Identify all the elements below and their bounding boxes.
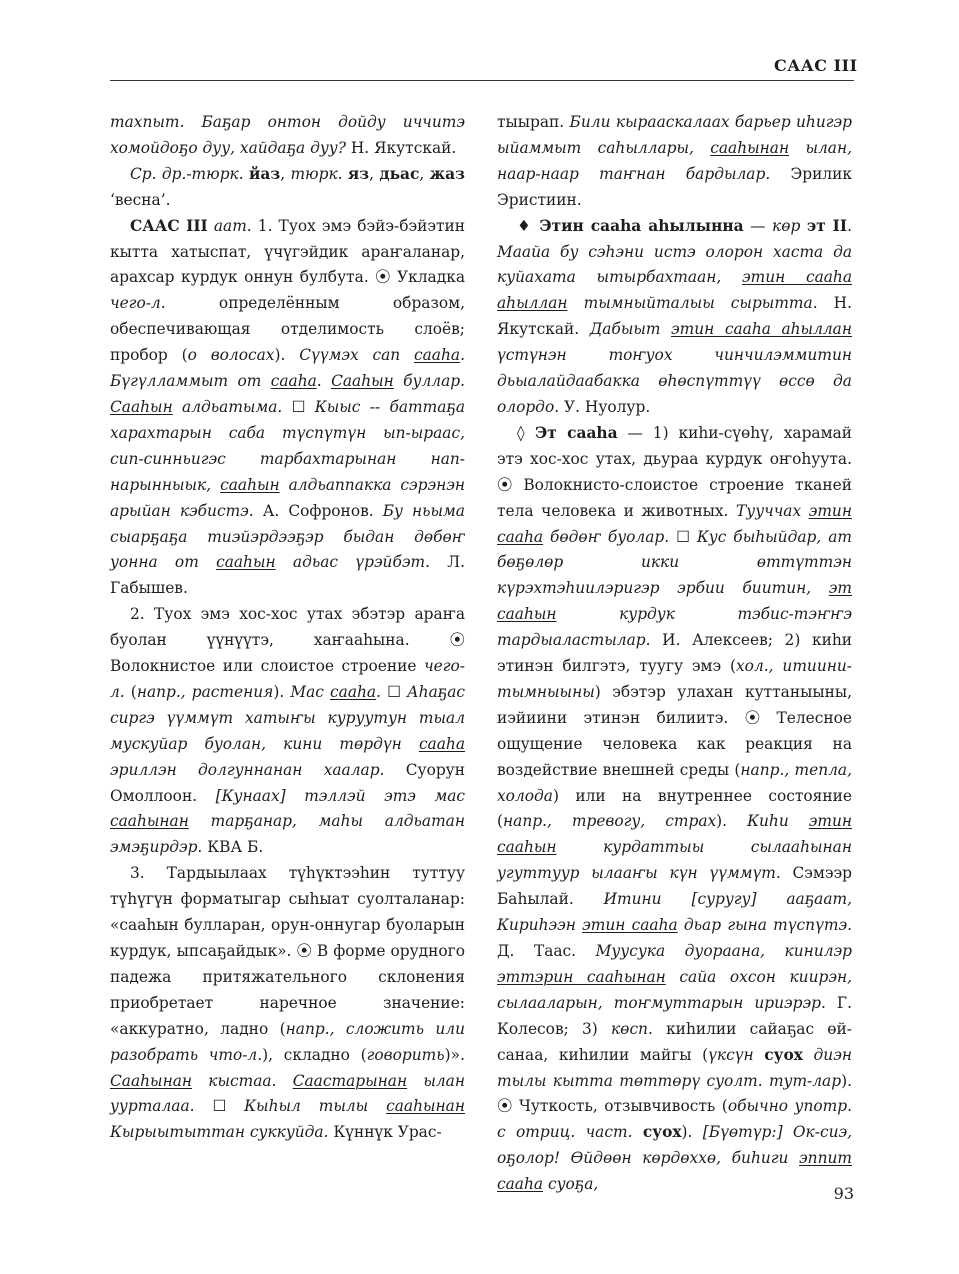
text-run: обычно употр. с отриц. част. [497,1097,852,1142]
text-run: кыстаа. [192,1071,293,1090]
text-run: көсп. [610,1019,653,1038]
text-run: 2. Туох эмэ хос-хос утах эбэтэр араҥа буолан үүнүүтэ, хаҥааһына. ⦿ Волокнистое или слоистое строение [110,605,465,676]
text-run: ☐ [212,1097,245,1116]
text-run: тюрк. [290,164,348,183]
text-run: ‘весна’. [110,190,171,209]
right-column [497,110,852,1198]
text-run: ◊ Эт сааһа [517,423,618,442]
text-run: , [280,164,291,183]
text-run: КВА Б. [207,838,264,857]
text-run: Н. Якутскай. [350,138,457,157]
left-column [110,110,465,1146]
text-run: [Кунаах] тэллэй этэ мас [215,786,466,805]
text-run: СААС III [130,216,208,235]
text-run: хол., итиини-тымныыны [497,657,852,701]
text-run: Саастарынан [292,1071,408,1090]
text-run: напр., тепла, холода [497,760,852,805]
text-run: Кыыс -- баттаҕа харахтарын саба түспүтүн ып-ыраас, сип-синньигэс тарбахтарынан нап-нарынныык, [110,397,466,494]
text-run: сааһа [414,346,461,365]
text-run: Сааһынан [110,1071,193,1090]
text-run: 3. Тардыылаах түһүктээһин туттуу түһүгүн форматыгар сыһыат суолталанар: «сааһын булларан, орун-оннугар буоларын курдук, ыпсаҕайдык». ⦿ В форме орудного падежа притяжательного склонения приобретает наречное значение: «аккуратно, ладно ( [110,864,465,1038]
text-run: яз [347,164,370,183]
text-run [754,1046,765,1064]
text-run: Дабыыт [589,320,672,339]
text-run: . [376,682,388,701]
entry-paragraph [110,214,465,603]
text-run: тахпыт. Баҕар онтон дойду иччитэ хомойдоҕо дуу, хайдаҕа дуу? [110,113,465,157]
text-run: Сааһын [331,372,394,391]
text-run: ). [273,682,291,701]
text-run: Эрилик Эристиин. [497,164,852,209]
text-run: этин сааһа [497,501,852,546]
text-run: . Бүгүлламмыт от [110,346,465,391]
text-run: ). [274,346,300,365]
text-run: чего-л. [110,294,166,313]
text-run: тарҕанар, маһы алдьатан эмэҕирдэр. [110,812,465,857]
text-run: киһилии сайаҕас өй-санаа, киһилии майгы ( [497,1019,852,1064]
text-run: Суорун Омоллоон. [110,760,465,805]
text-run: этин сааһа аһыллан [671,320,852,339]
text-run: ). [716,812,748,831]
text-run: , [419,164,430,183]
text-run: Бу ньыма сыарҕаҕа тиэйэрдээҕэр быдан дөбөҥ уонна от [110,501,465,572]
text-run: сааһынан [110,812,189,831]
text-run: аат. [213,216,252,235]
text-run: Г. Колесов; 3) [497,993,852,1038]
text-run: ылан, наар-наар таҥнан бардылар. [497,138,853,183]
text-run: напр., тревогу, страх [503,812,717,831]
text-run: сайа охсон киирэн, сылааларын, тоҥмуттарын ириэрэр. [497,967,853,1012]
text-run: эт II [806,216,848,235]
text-run: ☐ [291,397,315,416]
text-run: суох [764,1045,803,1064]
text-run: Кыһыл тылы [244,1097,387,1116]
text-run: Тууччах [736,501,809,520]
text-run: ( [124,682,137,701]
text-run: Ср. др.-тюрк. [130,164,249,183]
text-run: үстүнэн тоҥуох чинчилэммитин дьыалайдаабакка өһөспүттүү өссө да олордо. [497,346,852,416]
text-run: алдьатыма. [172,397,292,416]
entry-paragraph [110,602,465,861]
text-run: суоҕа, [543,1175,599,1194]
text-run: Кус быһыйдар, ат бөҕөлөр икки өттүттэн күрэхтэһиилэригэр эрбии биитин, [497,527,852,598]
entry-paragraph [497,421,852,1198]
text-run: Итини [суругу] ааҕаат, Кириһээн [497,890,852,935]
entry-paragraph [497,214,852,421]
text-run: ) эбэтэр улахан куттаныыны, иэйиини этинэн билиитэ. ⦿ Телесное ощущение человека как реакция на воздействие внешней среды ( [497,682,852,779]
text-run: этин сааһа аһыллан [497,268,853,313]
text-run: — 1) киһи-сүөһү, харамай этэ хос-хос утах, дьураа курдук оҥоһуута. ⦿ Волокнисто-слоистое строение тканей тела человека и животных. [497,423,852,520]
text-run: 1. Туох эмэ бэйэ-бэйэтин кытта хатыспат, үчүгэйдик араҥаланар, арахсар курдук оннун булбута. ⦿ Укладка [110,216,465,287]
text-run: ☐ [387,682,407,701]
text-run: Аһаҕас сиргэ үүммүт хатыҥы куруутун тыал мускуйар буолан, кини төрдүн [110,682,465,753]
text-run: сааһынан [710,138,790,157]
text-run: ) или на внутреннее состояние ( [497,786,852,831]
text-run: алдьаппакка сэрэнэн арыйан кэбистэ. [110,475,466,520]
text-run: , [369,164,380,183]
text-run: эппит сааһа [497,1149,852,1194]
text-run: говорить [366,1045,445,1064]
entry-paragraph [497,110,852,214]
text-run: тымныйталыы сырытта. [567,294,834,313]
running-head: СААС III [774,56,858,75]
text-run: ♦ Этин сааһа аһылынна [517,216,744,235]
page-number: 93 [833,1184,854,1203]
text-run [632,1123,642,1141]
text-run [803,1046,814,1064]
text-run: үксүн [708,1045,754,1064]
text-run: Күннүк Урас- [333,1123,442,1142]
text-run: чего-л. [110,657,465,701]
text-run: Д. Таас. [497,942,596,960]
text-run: сааһа [330,682,377,701]
text-run: ылан уурталаа. [110,1071,465,1116]
text-run: Мас [290,682,331,701]
text-run: . [847,216,852,235]
text-run: Сааһын [110,397,173,416]
text-run: Маайа бу сэһэни истэ олорон хаста да куйахата ытырбахтаан, [497,242,852,287]
text-run: определённым образом, обеспечивающая отделимость слоёв; пробор ( [110,294,465,365]
text-run: Киһи [747,812,809,831]
entry-paragraph [110,162,465,214]
text-run: ), складно ( [262,1045,367,1064]
header-rule [110,80,854,81]
text-run: — [743,216,772,235]
text-run: [Бүөтүр:] Ок-сиэ, оҕолор! Өйдөөн көрдөххө, биһиги [497,1123,852,1168]
text-run: сааһын [220,475,280,494]
text-run: ). [681,1123,703,1142]
text-run: сааһа [270,372,317,391]
text-run: бөдөҥ буолар. [543,527,677,546]
text-run: напр., растения [136,682,274,701]
text-run: сааһынан [386,1097,465,1116]
text-run: Кырыытыттан суккуйда. [110,1123,334,1142]
text-run: суох [642,1123,682,1142]
text-run: көр [772,216,801,235]
text-run: эт сааһын [497,579,852,624]
text-run: Били кырааскалаах барьер иһигэр ыйаммыт саһыллары, [497,113,852,157]
text-run: этин сааһын [497,812,852,857]
text-run: дьар гына түспүтэ. [677,916,852,935]
text-run: адьас үрэйбэт. [275,553,448,572]
entry-paragraph [110,110,465,162]
text-run: Муусука дуораана, кинилэр [595,942,852,960]
text-run: )». [444,1045,465,1064]
text-run: эттэрин сааһынан [497,967,666,986]
text-run: эриллэн долгуннанан хаалар. [110,760,406,779]
text-run: о волосах [187,346,275,365]
text-run: диэн тылы кытта төттөрү суолт. тут-лар [497,1045,852,1090]
text-run: йаз [248,164,281,183]
text-run: сааһа [418,734,465,753]
text-run: И. Алексеев; 2) киһи этинэн билгэтэ, туугу эмэ ( [497,631,852,676]
text-run: сааһын [216,553,276,572]
text-run: У. Нуолур. [564,397,651,416]
text-run: буллар. [393,372,466,391]
text-run: ☐ [676,527,697,546]
entry-paragraph [110,861,465,1146]
text-run: курдаттыы сылааһынан угуттуур ылааҥы күн үүммүт. [497,838,852,883]
text-run: Л. Габышев. [110,553,466,598]
text-run: ). ⦿ Чуткость, отзывчивость ( [497,1071,852,1116]
text-run: этин сааһа [582,916,678,935]
text-run: жаз [429,164,465,183]
text-run: курдук тэбис-тэҥҥэ тардыаластылар. [497,605,852,650]
text-run: Сүүмэх сап [299,346,415,365]
text-run: напр., сложить или разобрать что-л. [110,1019,465,1064]
text-run: тыырап. [497,113,570,131]
text-run: Н. Якутскай. [497,294,852,339]
text-run: Сэмээр Баһылай. [497,864,852,909]
text-run: дьас [379,164,420,183]
text-run: А. Софронов. [262,501,383,520]
text-run: . [316,372,332,391]
